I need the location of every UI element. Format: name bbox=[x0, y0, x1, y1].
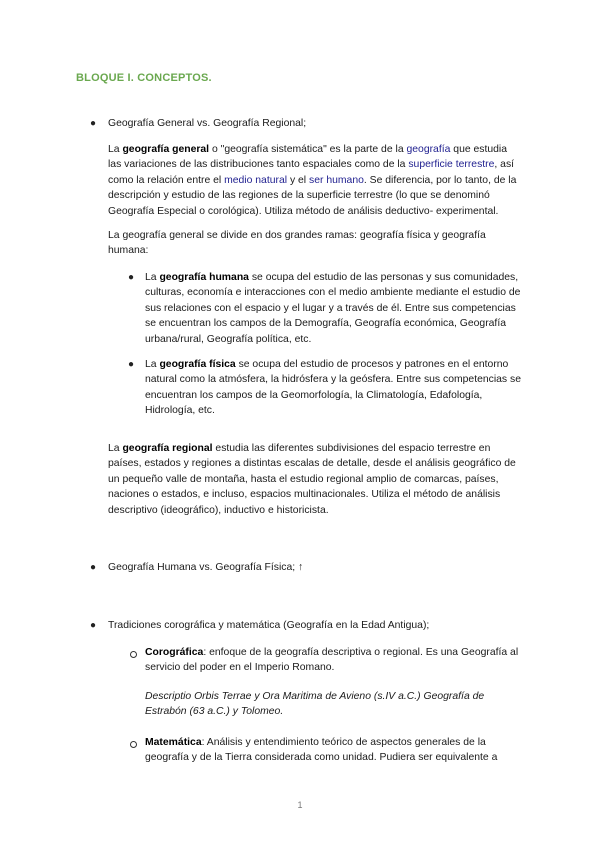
section-heading: BLOQUE I. CONCEPTOS. bbox=[76, 72, 212, 84]
bullet-icon: ● bbox=[128, 272, 135, 283]
list-item-humana-vs-fisica: Geografía Humana vs. Geografía Física; ↑ bbox=[108, 562, 304, 573]
paragraph-geografia-general: La geografía general o "geografía sistemática" es la parte de la geografía que estudia las variaciones de las distribuciones tanto espaciales como de la superficie terrestre, así como la relación entre el medio natural y el ser humano. Se diferencia, por lo tanto, de la descripción y estudio de las regiones de la superficie terrestre (lo que se denominó Geografía Especial o corológica). Utiliza método de análisis deductivo- experimental. bbox=[108, 144, 517, 217]
list-item-general-vs-regional: Geografía General vs. Geografía Regional; bbox=[108, 118, 307, 129]
list-item-tradiciones: Tradiciones corográfica y matemática (Geografía en la Edad Antigua); bbox=[108, 620, 430, 631]
bullet-icon: ● bbox=[90, 562, 97, 573]
link-ser-humano[interactable]: ser humano bbox=[309, 174, 364, 186]
reference-corografica: Descriptio Orbis Terrae y Ora Maritima de Avieno (s.IV a.C.) Geografía de Estrabón (63 a.C.) y Tolomeo. bbox=[145, 691, 485, 718]
list-item-corografica: Corográfica: enfoque de la geografía descriptiva o regional. Es una Geografía al servicio del poder en el Imperio Romano. bbox=[145, 647, 519, 674]
term-geografia-humana: geografía humana bbox=[159, 272, 249, 283]
paragraph-ramas: La geografía general se divide en dos grandes ramas: geografía física y geografía humana: bbox=[108, 230, 486, 257]
list-item-matematica: Matemática: Análisis y entendimiento teórico de aspectos generales de la geografía y de la Tierra considerada como unidad. Pudiera ser equivalente a bbox=[145, 737, 498, 764]
term-geografia-general: geografía general bbox=[122, 144, 210, 155]
link-superficie-terrestre[interactable]: superficie terrestre bbox=[408, 159, 495, 171]
link-medio-natural[interactable]: medio natural bbox=[224, 174, 288, 186]
link-geografia[interactable]: geografía bbox=[406, 144, 451, 155]
bullet-icon: ● bbox=[128, 359, 135, 370]
term-geografia-regional: geografía regional bbox=[122, 443, 213, 454]
bullet-icon: ● bbox=[90, 620, 97, 631]
bullet-icon: ● bbox=[90, 118, 97, 129]
term-geografia-fisica: geografía física bbox=[159, 359, 236, 370]
term-matematica: Matemática bbox=[145, 737, 202, 748]
list-item-geografia-humana: La geografía humana se ocupa del estudio de las personas y sus comunidades, culturas, economía e interacciones con el medio ambiente mediante el estudio de sus relaciones con el espacio y el lugar y a través de él. Entre sus competencias se encuentran los campos de la Demografía, Geografía económica, Geografía urbana/rural, Geografía política, etc. bbox=[145, 272, 521, 345]
list-item-geografia-fisica: La geografía física se ocupa del estudio de procesos y patrones en el entorno natural como la atmósfera, la hidrósfera y la geósfera. Entre sus competencias se encuentran los campos de la Geomorfología, la Climatología, Edafología, Hidrología, etc. bbox=[145, 359, 521, 417]
circle-bullet-icon bbox=[130, 651, 137, 658]
term-corografica: Corográfica bbox=[145, 647, 204, 658]
paragraph-geografia-regional: La geografía regional estudia las diferentes subdivisiones del espacio terrestre en países, estados y regiones a distintas escalas de detalle, desde el análisis geográfico de un pequeño valle de montaña, hasta el estudio regional amplio de comarcas, países, naciones o estados, e incluso, espacios multinacionales. Utiliza el método de análisis descriptivo (ideográfico), inductivo e historicista. bbox=[108, 443, 516, 516]
circle-bullet-icon bbox=[130, 741, 137, 748]
page-number: 1 bbox=[297, 800, 303, 810]
